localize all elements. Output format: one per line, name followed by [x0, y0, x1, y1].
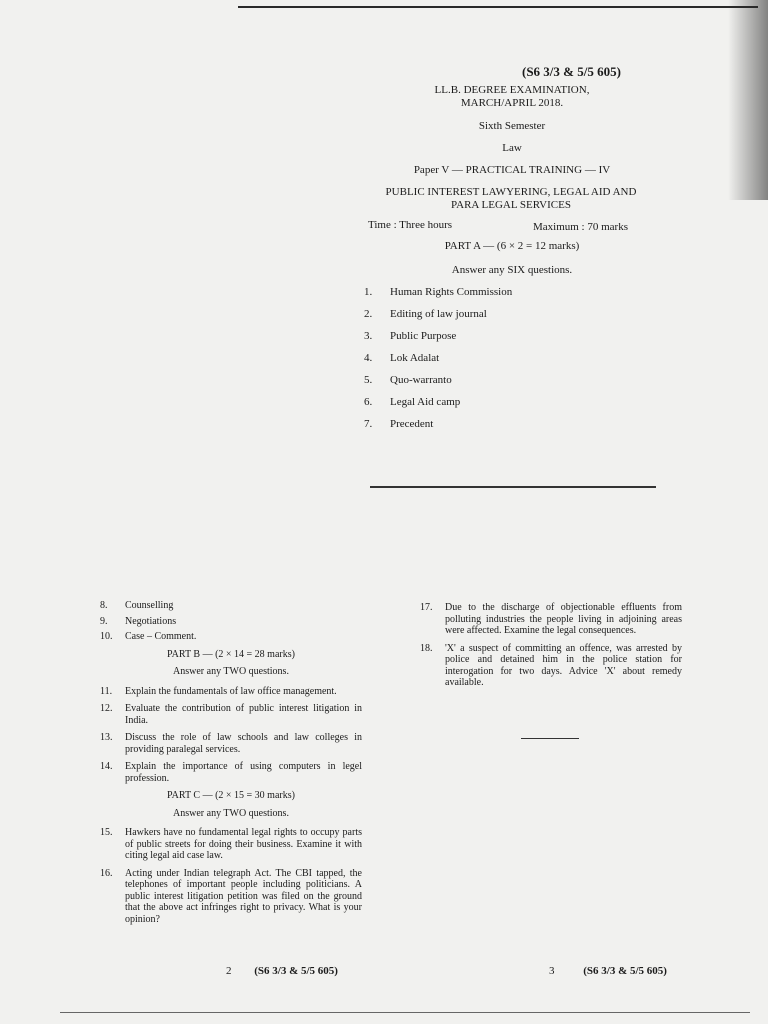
question-number: 13.: [100, 732, 113, 743]
page-number: 2: [226, 965, 232, 977]
end-of-paper-line: [521, 738, 579, 739]
scan-shadow: [728, 0, 768, 200]
question-number: 9.: [100, 615, 108, 627]
course-title: [366, 186, 656, 212]
time-row: [368, 219, 628, 231]
question-item: [100, 868, 362, 926]
course-title-line-2: PARA LEGAL SERVICES: [451, 199, 571, 211]
question-text: Explain the importance of using computers in legel profession.: [125, 761, 362, 784]
page-2-footer: [226, 965, 338, 977]
question-item: [364, 396, 460, 408]
question-item: [100, 827, 362, 862]
question-text: 'X' a suspect of committing an offence, was arrested by police and detained him in the police station for interogation for two days. Advice 'X' about remedy available.: [445, 642, 682, 688]
part-c-heading: PART C — (2 × 15 = 30 marks): [167, 790, 295, 801]
exam-title: LL.B. DEGREE EXAMINATION,: [434, 84, 590, 96]
question-text: Discuss the role of law schools and law colleges in providing paralegal services.: [125, 732, 362, 755]
page-bottom-rule: [370, 486, 656, 488]
question-text: Quo-warranto: [390, 374, 452, 386]
part-c-continued-list: [420, 602, 682, 689]
maximum-marks: Maximum : 70 marks: [532, 221, 628, 233]
exam-header: [380, 84, 644, 110]
question-text: Precedent: [390, 418, 434, 430]
question-text: Acting under Indian telegraph Act. The CBI tapped, the telephones of important people including politicians. A public interest litigation petition was filed on the ground that the above act infringes right to privacy. What is your opinion?: [125, 867, 362, 925]
question-number: 1.: [364, 286, 373, 298]
question-text: Negotiations: [125, 615, 177, 627]
question-item: [100, 600, 362, 612]
question-item: [364, 286, 512, 298]
part-a-continued-list: [100, 600, 362, 643]
page-3-footer: [549, 965, 667, 977]
question-number: 15.: [100, 827, 113, 838]
question-item: [364, 374, 452, 386]
question-text: Human Rights Commission: [390, 286, 513, 298]
question-text: Counselling: [125, 600, 174, 611]
course-title-line-1: PUBLIC INTEREST LAWYERING, LEGAL AID AND: [385, 186, 637, 198]
question-item: [364, 418, 433, 430]
question-number: 6.: [364, 396, 373, 408]
question-text: Lok Adalat: [390, 352, 440, 364]
question-item: [364, 352, 439, 364]
part-b-instruction: Answer any TWO questions.: [173, 666, 289, 677]
question-item: [100, 686, 362, 698]
question-number: 7.: [364, 418, 373, 430]
question-number: 8.: [100, 600, 108, 611]
question-number: 11.: [100, 685, 113, 697]
question-text: Case – Comment.: [125, 631, 197, 642]
question-number: 18.: [420, 642, 433, 654]
part-b-question-list: [100, 686, 362, 785]
question-item: [364, 330, 456, 342]
part-c-instruction: Answer any TWO questions.: [173, 807, 289, 819]
question-text: Explain the fundamentals of law office management.: [125, 685, 337, 697]
paper-title: Paper V — PRACTICAL TRAINING — IV: [413, 164, 611, 176]
question-item: [100, 703, 362, 726]
time-label: Time : Three hours: [368, 219, 453, 231]
question-number: 3.: [364, 330, 373, 342]
question-item: [420, 602, 682, 637]
question-number: 5.: [364, 374, 373, 386]
part-c-question-list: [100, 827, 362, 925]
part-a-heading: PART A — (6 × 2 = 12 marks): [444, 240, 580, 252]
question-number: 12.: [100, 703, 113, 714]
question-text: Editing of law journal: [390, 308, 487, 320]
page-number: 3: [549, 965, 555, 977]
part-a-instruction: Answer any SIX questions.: [451, 264, 573, 276]
footer-code: (S6 3/3 & 5/5 605): [583, 965, 667, 977]
question-text: Public Purpose: [390, 330, 457, 342]
question-number: 4.: [364, 352, 373, 364]
question-number: 10.: [100, 631, 113, 642]
question-item: [364, 308, 487, 320]
question-item: [100, 631, 362, 643]
scan-bottom-edge: [60, 1012, 750, 1013]
question-number: 17.: [420, 602, 433, 613]
page-2-column: [100, 600, 362, 931]
page-3-column: [420, 602, 682, 695]
question-number: 2.: [364, 308, 373, 320]
question-number: 14.: [100, 761, 113, 772]
question-text: Hawkers have no fundamental legal rights to occupy parts of public streets for doing their business. Examine it with citing legal aid case law.: [125, 827, 362, 861]
question-item: [420, 643, 682, 689]
top-border-line: [238, 6, 758, 8]
subject: Law: [502, 142, 522, 154]
question-text: Due to the discharge of objectionable effluents from polluting industries the people living in adjoining areas were affected. Examine the legal consequences.: [445, 602, 682, 636]
paper-code: (S6 3/3 & 5/5 605): [522, 64, 621, 79]
exam-session: MARCH/APRIL 2018.: [460, 97, 564, 109]
question-item: [100, 732, 362, 755]
question-item: [100, 761, 362, 784]
question-text: Evaluate the contribution of public interest litigation in India.: [125, 703, 362, 726]
footer-code: (S6 3/3 & 5/5 605): [254, 965, 338, 977]
part-b-heading: PART B — (2 × 14 = 28 marks): [167, 648, 295, 660]
question-text: Legal Aid camp: [390, 396, 461, 408]
question-number: 16.: [100, 867, 113, 879]
semester: Sixth Semester: [478, 120, 546, 132]
question-item: [100, 616, 362, 628]
